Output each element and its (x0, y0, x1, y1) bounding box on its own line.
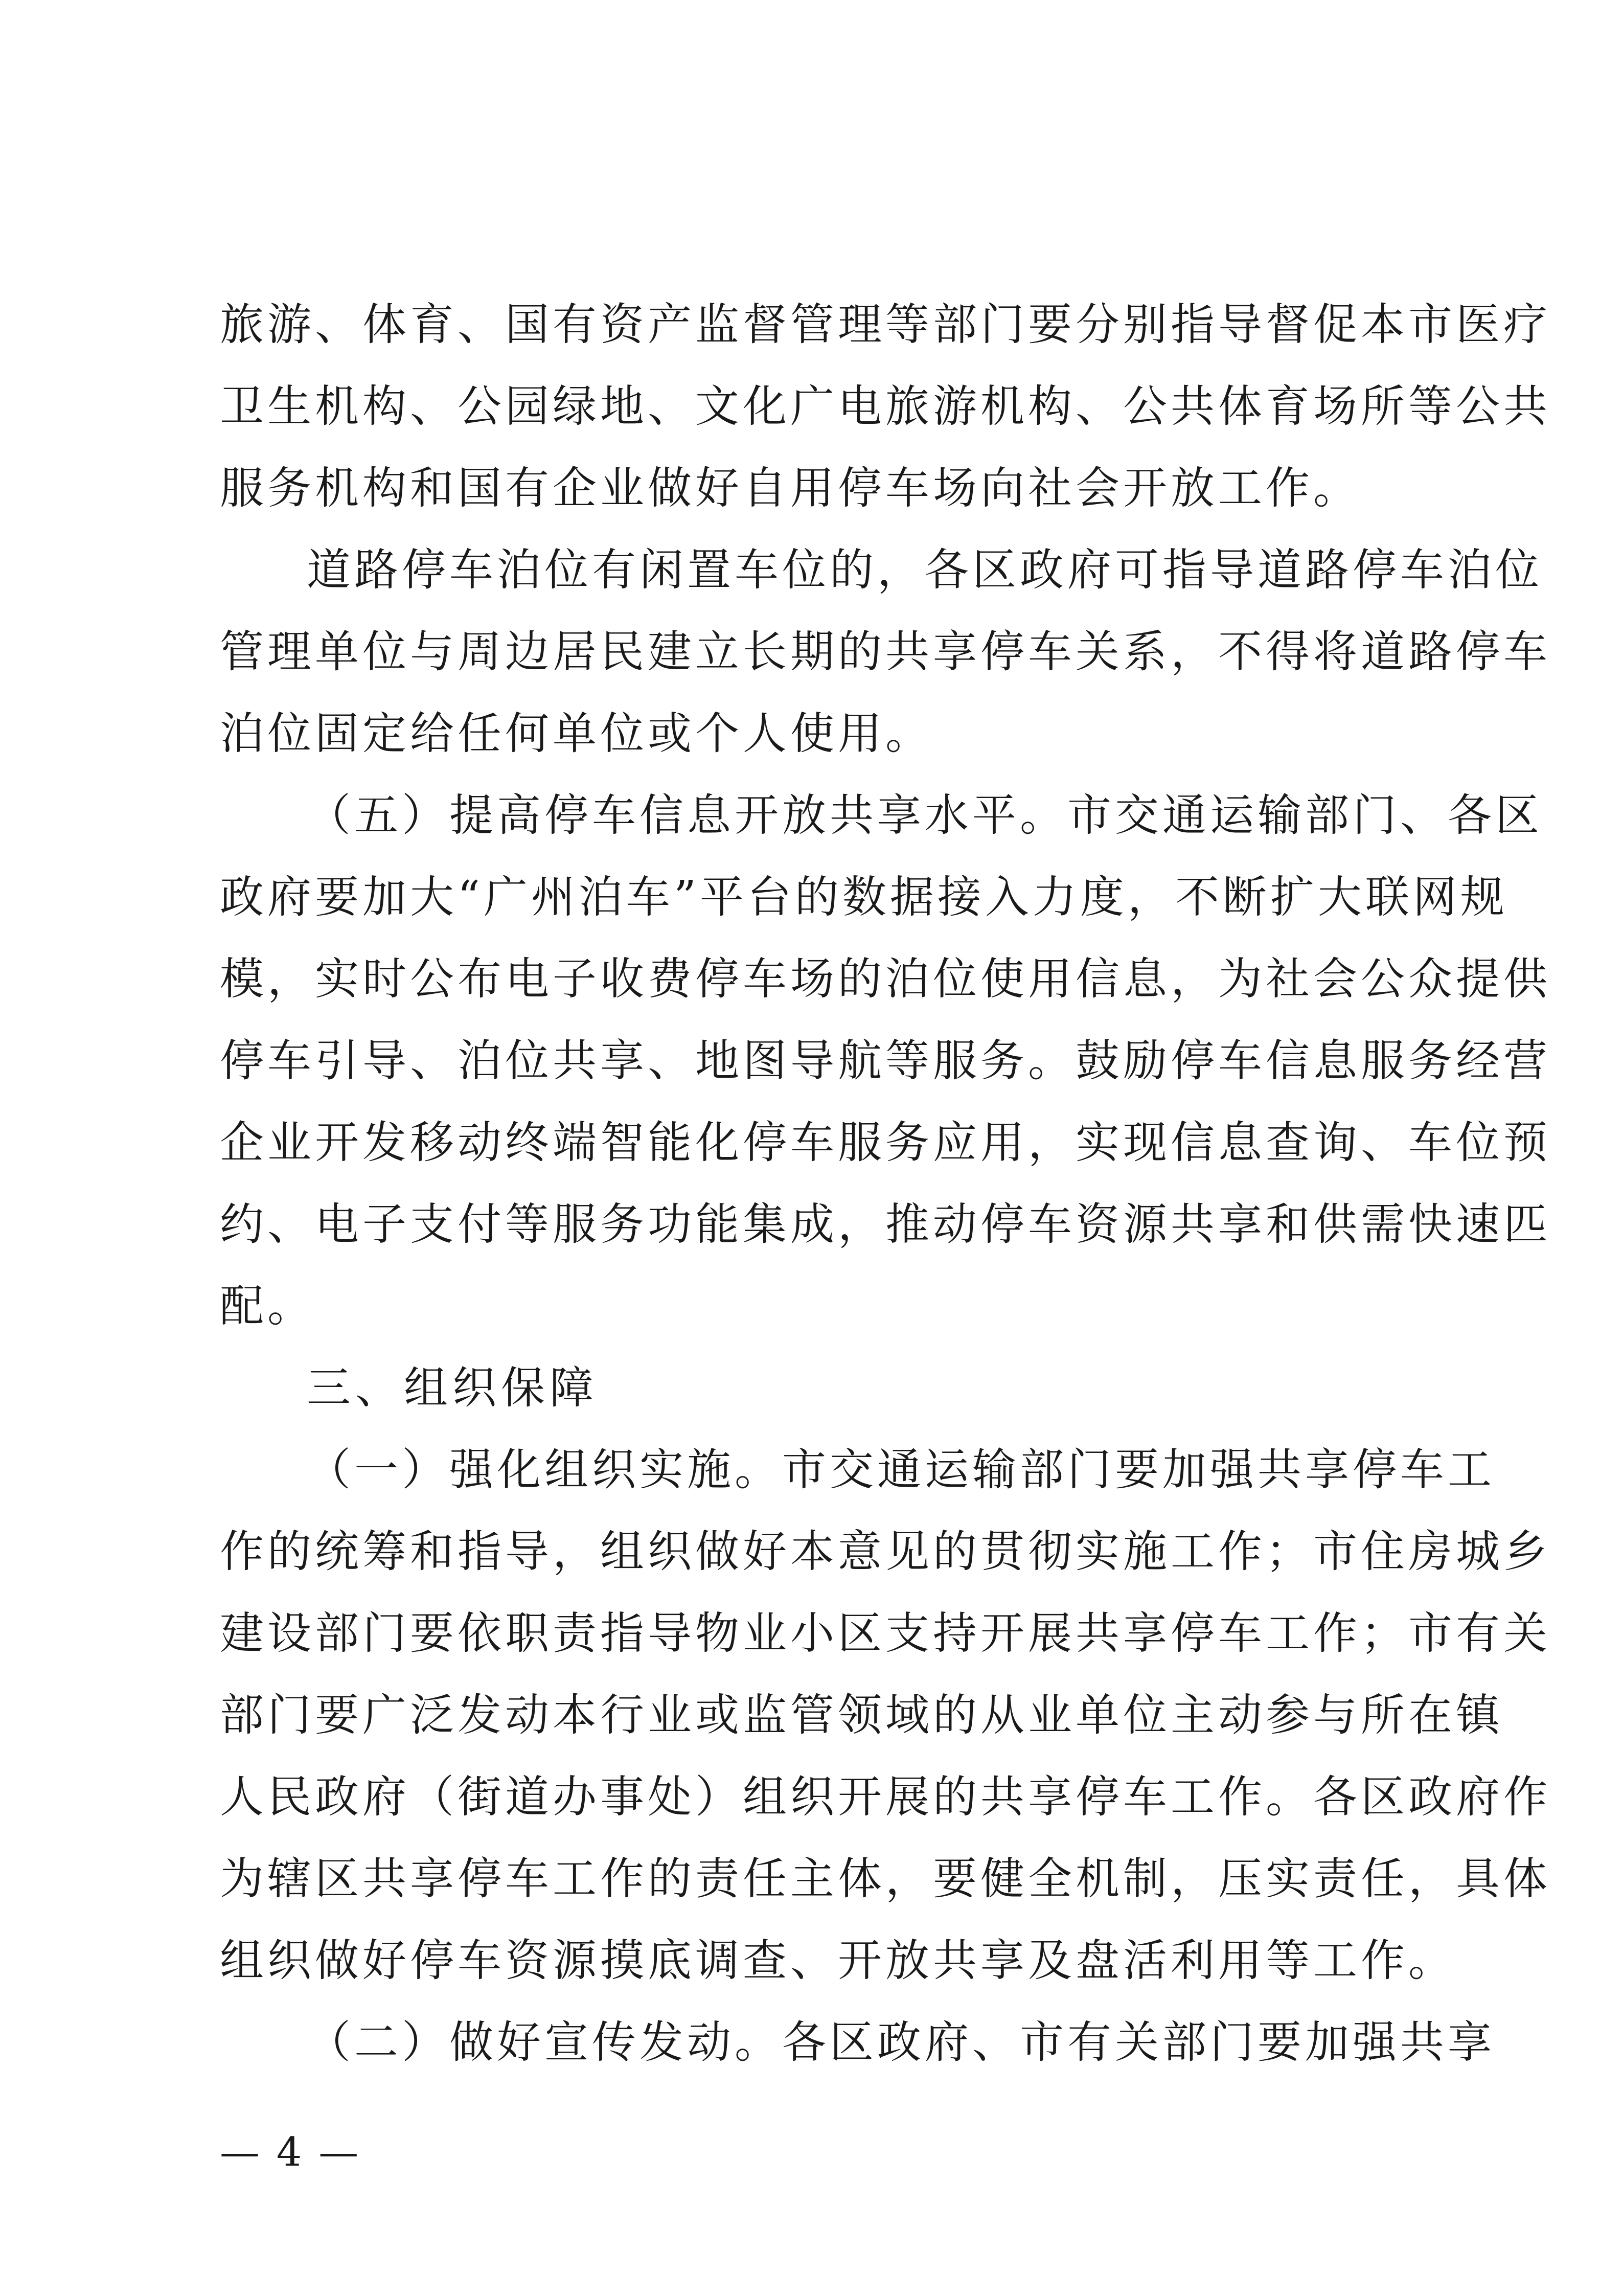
body-line-20: 为辖区共享停车工作的责任主体，要健全机制，压实责任，具体 (220, 1853, 1551, 1904)
body-line-15: （一）强化组织实施。市交通运输部门要加强共享停车工 (307, 1444, 1495, 1495)
body-line-4: 道路停车泊位有闲置车位的，各区政府可指导道路停车泊位 (307, 544, 1543, 596)
body-line-7: （五）提高停车信息开放共享水平。市交通运输部门、各区 (307, 790, 1543, 841)
body-line-8: 政府要加大“广州泊车”平台的数据接入力度，不断扩大联网规 (220, 872, 1508, 923)
body-line-10: 停车引导、泊位共享、地图导航等服务。鼓励停车信息服务经营 (220, 1035, 1551, 1086)
body-line-18: 部门要广泛发动本行业或监管领域的从业单位主动参与所在镇 (220, 1690, 1503, 1741)
body-line-12: 约、电子支付等服务功能集成，推动停车资源共享和供需快速匹 (220, 1199, 1551, 1250)
page-number: — 4 — (220, 2129, 361, 2175)
body-line-11: 企业开发移动终端智能化停车服务应用，实现信息查询、车位预 (220, 1117, 1551, 1168)
body-line-6: 泊位固定给任何单位或个人使用。 (220, 708, 933, 759)
body-line-17: 建设部门要依职责指导物业小区支持开展共享停车工作；市有关 (220, 1608, 1551, 1659)
section-heading: 三、组织保障 (307, 1362, 598, 1414)
body-line-9: 模，实时公布电子收费停车场的泊位使用信息，为社会公众提供 (220, 953, 1551, 1005)
body-line-13: 配。 (220, 1281, 315, 1332)
body-line-1: 旅游、体育、国有资产监督管理等部门要分别指导督促本市医疗 (220, 299, 1551, 350)
body-line-2: 卫生机构、公园绿地、文化广电旅游机构、公共体育场所等公共 (220, 381, 1551, 432)
body-line-21: 组织做好停车资源摸底调查、开放共享及盘活利用等工作。 (220, 1935, 1456, 1986)
body-line-16: 作的统筹和指导，组织做好本意见的贯彻实施工作；市住房城乡 (220, 1526, 1551, 1577)
body-line-22: （二）做好宣传发动。各区政府、市有关部门要加强共享 (307, 2017, 1495, 2068)
body-line-5: 管理单位与周边居民建立长期的共享停车关系，不得将道路停车 (220, 626, 1551, 677)
body-line-19: 人民政府（街道办事处）组织开展的共享停车工作。各区政府作 (220, 1771, 1551, 1823)
body-line-3: 服务机构和国有企业做好自用停车场向社会开放工作。 (220, 463, 1361, 514)
